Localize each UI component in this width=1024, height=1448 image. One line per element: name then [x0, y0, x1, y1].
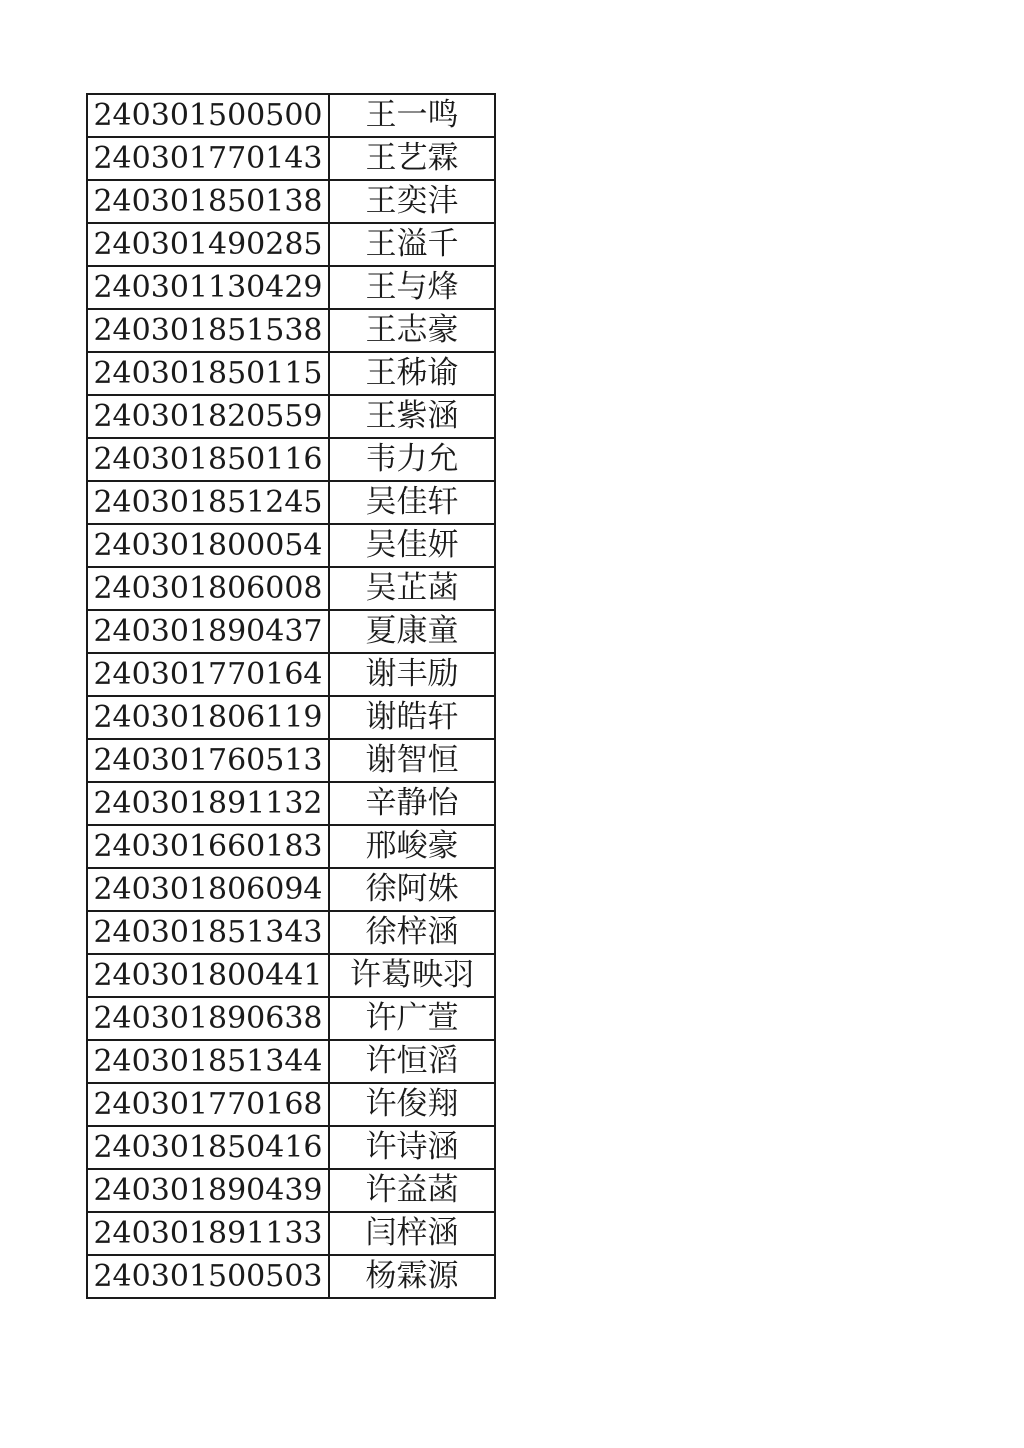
student-name-cell: 王溢千 — [329, 223, 495, 266]
table-row — [87, 266, 495, 309]
student-name-cell: 王奕沣 — [329, 180, 495, 223]
roster-body — [87, 94, 495, 1298]
table-row — [87, 868, 495, 911]
student-name-cell: 韦力允 — [329, 438, 495, 481]
student-name-cell: 吴佳轩 — [329, 481, 495, 524]
table-row — [87, 1255, 495, 1298]
table-row — [87, 137, 495, 180]
student-name-cell: 徐阿姝 — [329, 868, 495, 911]
student-name-cell: 徐梓涵 — [329, 911, 495, 954]
student-id-cell: 240301806008 — [87, 567, 329, 610]
student-id-cell: 240301890638 — [87, 997, 329, 1040]
student-name-cell: 辛静怡 — [329, 782, 495, 825]
table-row — [87, 223, 495, 266]
student-id-cell: 240301850115 — [87, 352, 329, 395]
table-row — [87, 481, 495, 524]
student-id-cell: 240301851343 — [87, 911, 329, 954]
table-row — [87, 610, 495, 653]
student-name-cell: 吴芷菡 — [329, 567, 495, 610]
student-name-cell: 王艺霖 — [329, 137, 495, 180]
table-row — [87, 997, 495, 1040]
student-id-cell: 240301891133 — [87, 1212, 329, 1255]
table-row — [87, 94, 495, 137]
student-id-cell: 240301891132 — [87, 782, 329, 825]
table-row — [87, 438, 495, 481]
student-id-cell: 240301850116 — [87, 438, 329, 481]
student-id-cell: 240301490285 — [87, 223, 329, 266]
student-name-cell: 吴佳妍 — [329, 524, 495, 567]
table-row — [87, 1040, 495, 1083]
table-row — [87, 825, 495, 868]
student-id-cell: 240301851538 — [87, 309, 329, 352]
student-id-cell: 240301851245 — [87, 481, 329, 524]
student-name-cell: 谢丰励 — [329, 653, 495, 696]
table-row — [87, 1083, 495, 1126]
table-row — [87, 524, 495, 567]
student-name-cell: 谢皓轩 — [329, 696, 495, 739]
student-id-cell: 240301500503 — [87, 1255, 329, 1298]
student-name-cell: 夏康童 — [329, 610, 495, 653]
student-id-cell: 240301760513 — [87, 739, 329, 782]
table-row — [87, 352, 495, 395]
student-id-cell: 240301820559 — [87, 395, 329, 438]
student-name-cell: 王秭谕 — [329, 352, 495, 395]
student-name-cell: 闫梓涵 — [329, 1212, 495, 1255]
student-id-cell: 240301850416 — [87, 1126, 329, 1169]
table-row — [87, 309, 495, 352]
student-id-cell: 240301770168 — [87, 1083, 329, 1126]
student-id-cell: 240301660183 — [87, 825, 329, 868]
student-name-cell: 王紫涵 — [329, 395, 495, 438]
student-name-cell: 许广萱 — [329, 997, 495, 1040]
student-id-cell: 240301890437 — [87, 610, 329, 653]
student-id-cell: 240301806119 — [87, 696, 329, 739]
table-row — [87, 696, 495, 739]
student-name-cell: 邢峻豪 — [329, 825, 495, 868]
student-name-cell: 杨霖源 — [329, 1255, 495, 1298]
student-name-cell: 许益菡 — [329, 1169, 495, 1212]
table-row — [87, 954, 495, 997]
table-row — [87, 1212, 495, 1255]
student-name-cell: 许恒滔 — [329, 1040, 495, 1083]
student-id-cell: 240301130429 — [87, 266, 329, 309]
student-name-cell: 王志豪 — [329, 309, 495, 352]
student-id-cell: 240301770143 — [87, 137, 329, 180]
table-row — [87, 653, 495, 696]
student-id-cell: 240301890439 — [87, 1169, 329, 1212]
student-id-cell: 240301851344 — [87, 1040, 329, 1083]
student-name-cell: 许俊翔 — [329, 1083, 495, 1126]
table-row — [87, 911, 495, 954]
student-name-cell: 许诗涵 — [329, 1126, 495, 1169]
table-row — [87, 782, 495, 825]
student-name-cell: 王一鸣 — [329, 94, 495, 137]
student-roster-table — [86, 93, 496, 1299]
student-id-cell: 240301500500 — [87, 94, 329, 137]
table-row — [87, 739, 495, 782]
table-row — [87, 395, 495, 438]
table-row — [87, 1126, 495, 1169]
table-row — [87, 180, 495, 223]
student-name-cell: 谢智恒 — [329, 739, 495, 782]
student-name-cell: 王与烽 — [329, 266, 495, 309]
student-name-cell: 许葛映羽 — [329, 954, 495, 997]
student-id-cell: 240301800054 — [87, 524, 329, 567]
student-id-cell: 240301806094 — [87, 868, 329, 911]
student-id-cell: 240301800441 — [87, 954, 329, 997]
student-id-cell: 240301850138 — [87, 180, 329, 223]
student-id-cell: 240301770164 — [87, 653, 329, 696]
table-row — [87, 567, 495, 610]
table-row — [87, 1169, 495, 1212]
